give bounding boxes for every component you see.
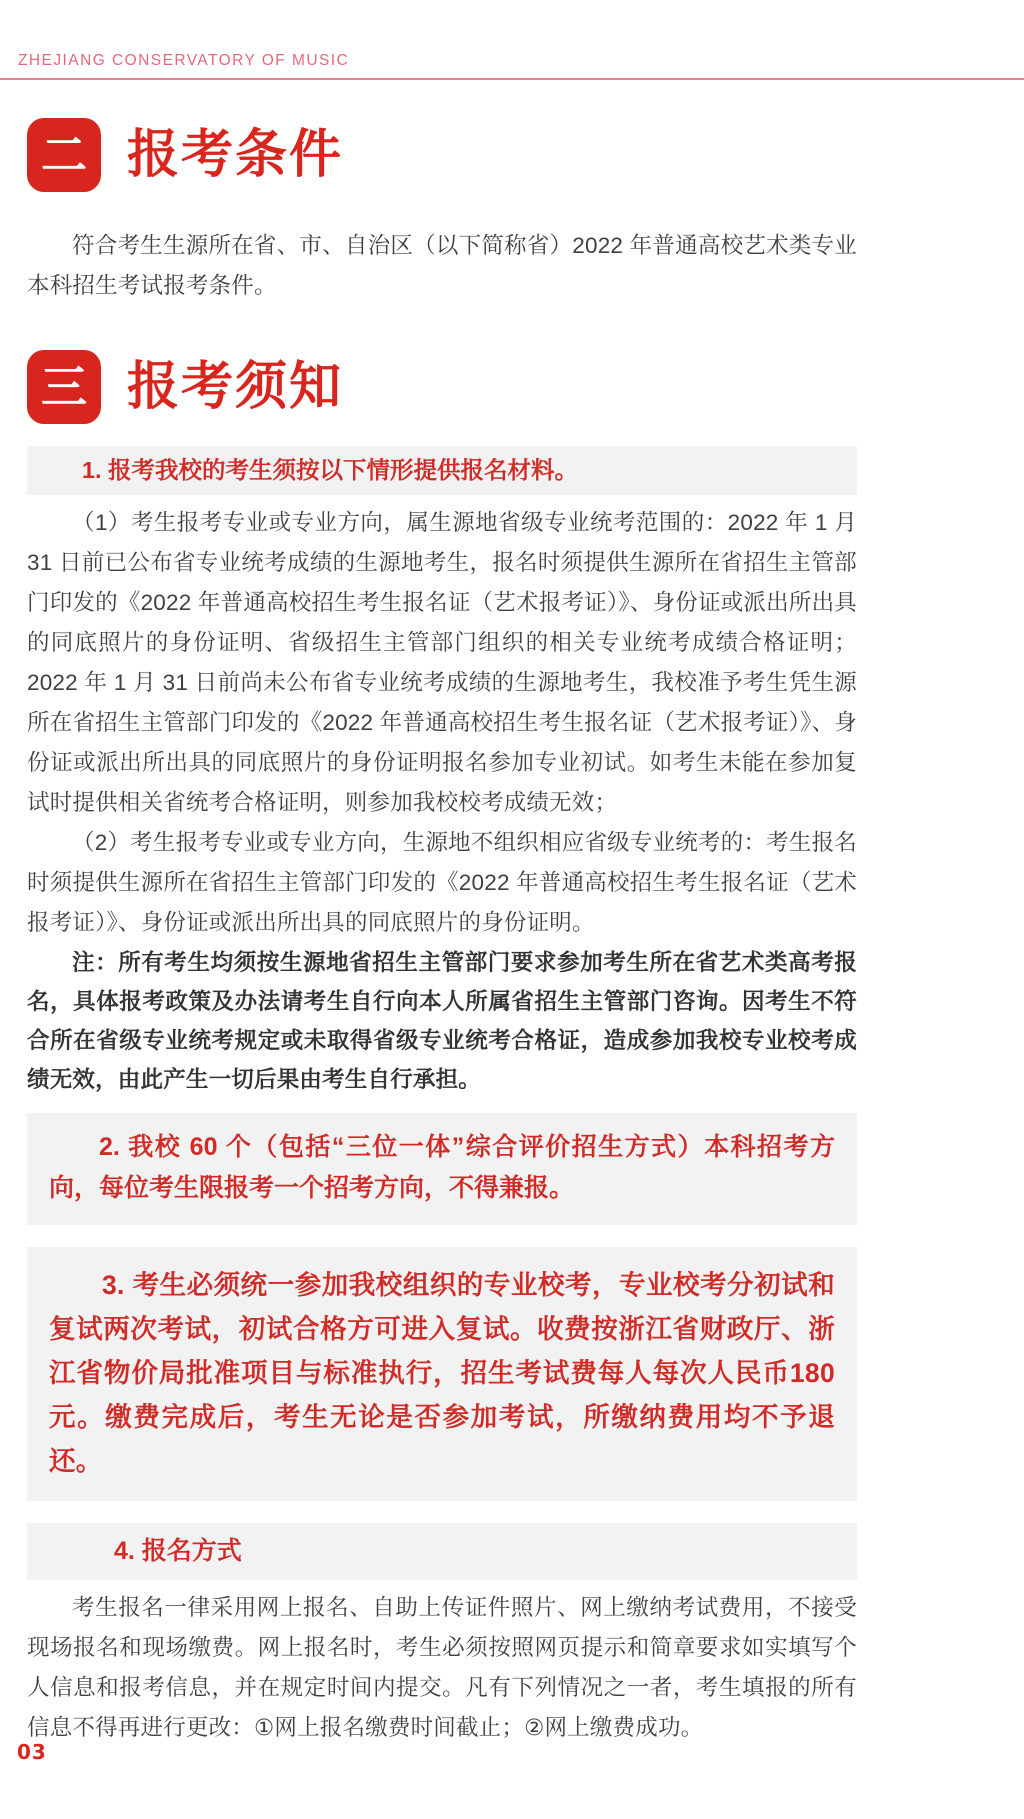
- section-title-text: 报考条件: [127, 126, 344, 184]
- section-heading-3: [27, 350, 857, 424]
- section-2-paragraph: 符合考生生源所在省、市、自治区（以下简称省）2022 年普通高校艺术类专业本科招生考试报考条件。: [27, 233, 857, 298]
- page-content: [27, 82, 857, 1748]
- page-number: 03: [17, 1740, 47, 1764]
- section-number-badge: 二: [27, 118, 101, 192]
- section-number-badge: 三: [27, 350, 101, 424]
- requirement-4-paragraph: 考生报名一律采用网上报名、自助上传证件照片、网上缴纳考试费用，不接受现场报名和现场缴费。网上报名时，考生必须按照网页提示和简章要求如实填写个人信息和报考信息，并在规定时间内提交。凡有下列情况之一者，考生填报的所有信息不得再进行更改：①网上报名缴费时间截止；②网上缴费成功。: [27, 1595, 857, 1740]
- section-heading-2: [27, 118, 857, 192]
- requirement-1-note-paragraph: 注：所有考生均须按生源地省招生主管部门要求参加考生所在省艺术类高考报名，具体报考政策及办法请考生自行向本人所属省招生主管部门咨询。因考生不符合所在省级专业统考规定或未取得省级专业统考合格证，造成参加我校专业校考成绩无效，由此产生一切后果由考生自行承担。: [27, 950, 857, 1092]
- requirement-1-paragraph-a: （1）考生报考专业或专业方向，属生源地省级专业统考范围的：2022 年 1 月 31 日前已公布省专业统考成绩的生源地考生，报名时须提供生源所在省招生主管部门印发的《2022 年普通高校招生考生报名证（艺术报考证）》、身份证或派出所出具的同底照片的身份证明、省级招生主管部门组织的相关专业统考成绩合格证明；2022 年 1 月 31 日前尚未公布省专业统考成绩的生源地考生，我校准予考生凭生源所在省招生主管部门印发的《2022 年普通高校招生考生报名证（艺术报考证）》、身份证或派出所出具的同底照片的身份证明报名参加专业初试。如考生未能在参加复试时提供相关省统考合格证明，则参加我校校考成绩无效；: [27, 510, 857, 815]
- institution-name-en: ZHEJIANG CONSERVATORY OF MUSIC: [18, 52, 350, 69]
- page-header: [0, 0, 1024, 82]
- requirement-1-paragraph-b: （2）考生报考专业或专业方向，生源地不组织相应省级专业统考的：考生报名时须提供生源所在省招生主管部门印发的《2022 年普通高校招生考生报名证（艺术报考证）》、身份证或派出所出具的同底照片的身份证明。: [27, 830, 857, 935]
- section-title-text: 报考须知: [127, 358, 344, 416]
- requirement-band-4: 4. 报名方式: [27, 1523, 857, 1580]
- requirement-band-1: 1. 报考我校的考生须按以下情形提供报名材料。: [27, 446, 857, 495]
- requirement-band-3: 3. 考生必须统一参加我校组织的专业校考，专业校考分初试和复试两次考试，初试合格方可进入复试。收费按浙江省财政厅、浙江省物价局批准项目与标准执行，招生考试费每人每次人民币180元。缴费完成后，考生无论是否参加考试，所缴纳费用均不予退还。: [27, 1247, 857, 1501]
- header-divider-rule: [0, 78, 1024, 80]
- requirement-band-2: 2. 我校 60 个（包括“三位一体”综合评价招生方式）本科招考方向，每位考生限报考一个招考方向，不得兼报。: [27, 1113, 857, 1225]
